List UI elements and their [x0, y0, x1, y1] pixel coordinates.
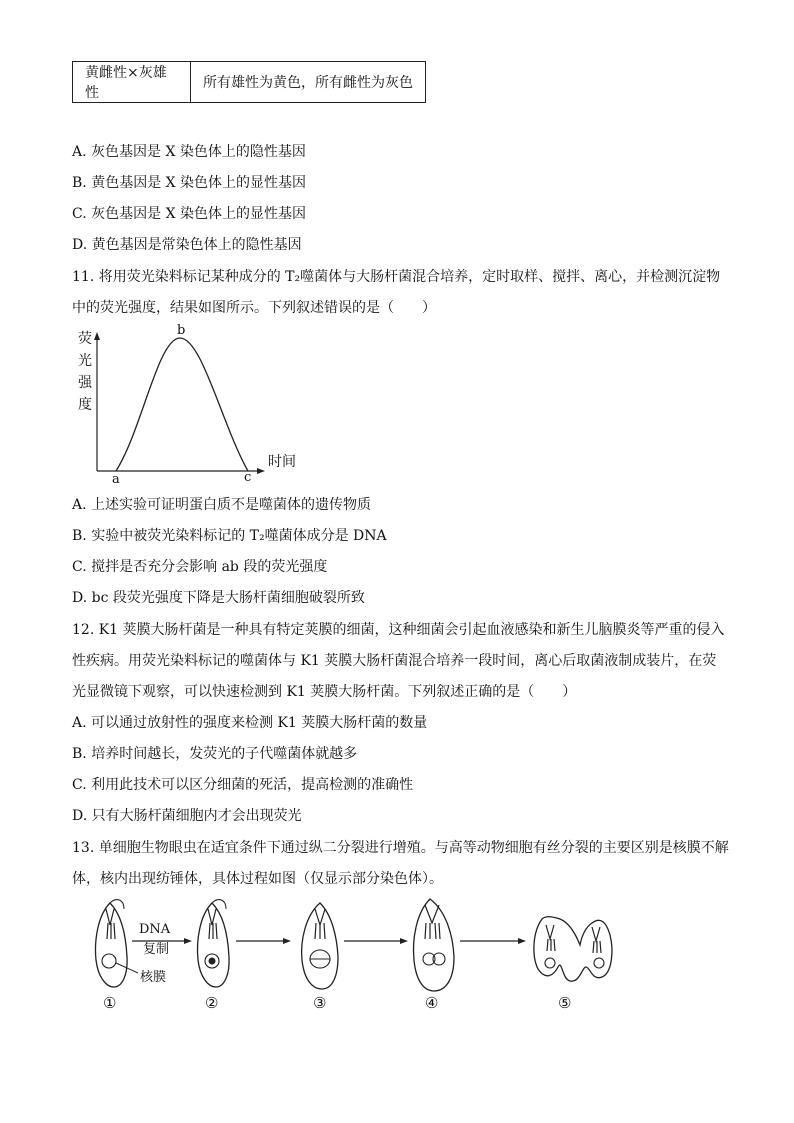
q11-option-a: A. 上述实验可证明蛋白质不是噬菌体的遗传物质 [72, 497, 372, 513]
graph-y-axis-arrow [94, 332, 100, 340]
q13-stem-line1: 13. 单细胞生物眼虫在适宜条件下通过纵二分裂进行增殖。与高等动物细胞有丝分裂的主要区别是核膜不解 [72, 840, 729, 856]
stage-label-3: ③ [313, 994, 327, 1012]
table-row [73, 62, 426, 103]
arrow-1-head [184, 938, 192, 944]
graph-point-c: c [244, 470, 252, 485]
arrow-2-head [283, 938, 291, 944]
q12-option-d: D. 只有大肠杆菌细胞内才会出现荧光 [72, 808, 302, 824]
q12-option-b: B. 培养时间越长，发荧光的子代噬菌体就越多 [72, 746, 358, 762]
graph-xlabel: 时间 [268, 454, 296, 470]
graph-x-axis-arrow [257, 468, 265, 474]
q10-option-a: A. 灰色基因是 X 染色体上的隐性基因 [72, 144, 306, 160]
stage-1-cell [96, 900, 138, 987]
q11-stem-line2: 中的荧光强度，结果如图所示。下列叙述错误的是（ ） [72, 300, 436, 316]
cross-table [72, 61, 426, 103]
arrow-4-head [518, 938, 526, 944]
table-cell-result: 所有雄性为黄色，所有雌性为灰色 [191, 62, 426, 103]
stage-label-4: ④ [425, 994, 439, 1012]
stage-label-1: ① [103, 994, 117, 1012]
q10-option-d: D. 黄色基因是常染色体上的隐性基因 [72, 237, 302, 253]
q10-option-c: C. 灰色基因是 X 染色体上的显性基因 [72, 206, 306, 222]
q12-stem-line2: 性疾病。用荧光染料标记的噬菌体与 K1 荚膜大肠杆菌混合培养一段时间，离心后取菌液制成装片，在荧 [72, 653, 717, 669]
q13-stem-line2: 体，核内出现纺锤体，具体过程如图（仅显示部分染色体）。 [72, 871, 443, 887]
graph-ylabel-char: 光 [78, 353, 92, 369]
q11-stem-line1: 11. 将用荧光染料标记某种成分的 T₂噬菌体与大肠杆菌混合培养，定时取样、搅拌、离心，并检测沉淀物 [72, 269, 721, 285]
q11-option-b: B. 实验中被荧光染料标记的 T₂噬菌体成分是 DNA [72, 528, 387, 544]
stage-3-cell [302, 903, 338, 989]
stage-label-5: ⑤ [558, 994, 572, 1012]
arrow-3-head [400, 938, 408, 944]
graph-curve [116, 338, 248, 471]
q11-option-c: C. 搅拌是否充分会影响 ab 段的荧光强度 [72, 559, 328, 575]
q12-stem-line3: 光显微镜下观察，可以快速检测到 K1 荚膜大肠杆菌。下列叙述正确的是（ ） [72, 684, 577, 700]
fluorescence-graph [90, 330, 270, 490]
dna-label: DNA [139, 922, 171, 937]
replication-label: 复制 [143, 942, 170, 957]
q12-option-c: C. 利用此技术可以区分细菌的死活，提高检测的准确性 [72, 777, 414, 793]
graph-point-b: b [177, 323, 186, 338]
graph-ylabel-char: 荧 [78, 331, 92, 347]
nuclear-membrane-label: 核膜 [140, 970, 167, 985]
graph-ylabel-char: 度 [78, 397, 92, 413]
graph-point-a: a [112, 472, 120, 487]
stage-2-cell [198, 900, 230, 987]
q10-option-b: B. 黄色基因是 X 染色体上的显性基因 [72, 175, 307, 191]
table-cell-cross: 黄雌性×灰雄性 [73, 62, 191, 103]
stage-4-cell [414, 899, 454, 991]
graph-ylabel-char: 强 [78, 375, 92, 391]
q12-stem-line1: 12. K1 荚膜大肠杆菌是一种具有特定荚膜的细菌，这种细菌会引起血液感染和新生儿脑膜炎等严重的侵入 [72, 622, 725, 638]
q12-option-a: A. 可以通过放射性的强度来检测 K1 荚膜大肠杆菌的数量 [72, 715, 428, 731]
stage-label-2: ② [205, 994, 219, 1012]
stage-5-cell [534, 917, 612, 981]
q11-option-d: D. bc 段荧光强度下降是大肠杆菌细胞破裂所致 [72, 590, 365, 606]
